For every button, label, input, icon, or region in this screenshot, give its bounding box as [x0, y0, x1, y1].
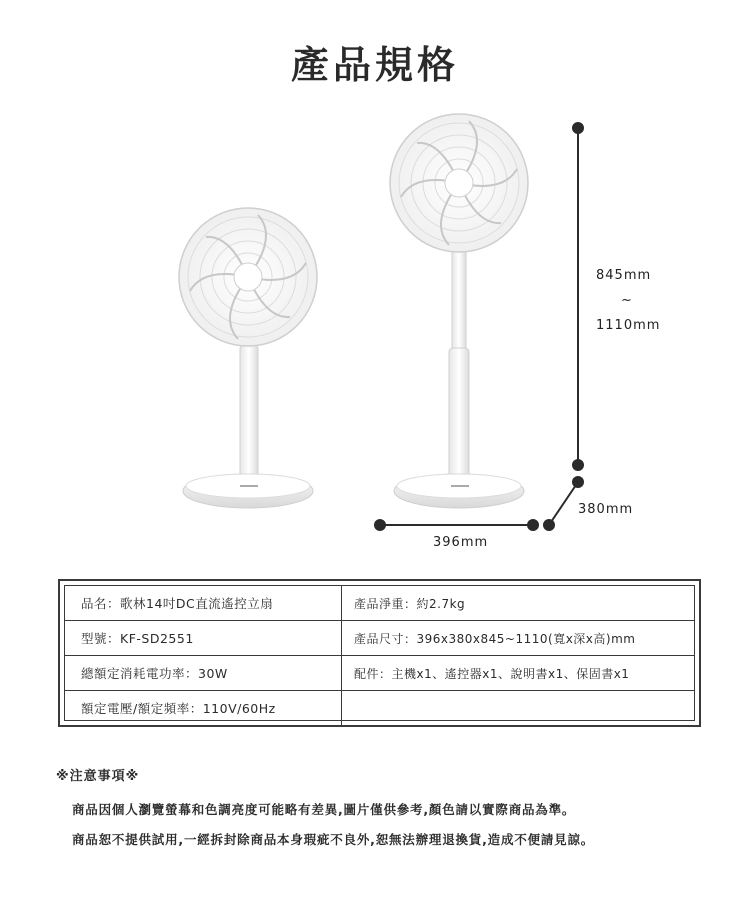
spec-voltage: 額定電壓/額定頻率：110V/60Hz: [65, 691, 342, 726]
spec-table-frame: [58, 579, 701, 727]
height-max-label: 1110mm: [596, 318, 661, 333]
spec-empty-cell: [342, 691, 695, 726]
width-dimension-line: [375, 520, 539, 531]
fan-illustration-tall: [390, 114, 528, 508]
height-separator-label: ~: [621, 293, 633, 308]
spec-dimensions: 產品尺寸：396x380x845~1110(寬x深x高)mm: [342, 621, 695, 656]
spec-power: 總額定消耗電功率：30W: [65, 656, 342, 691]
spec-table: [65, 586, 694, 725]
notes-line-1: 商品因個人瀏覽螢幕和色調亮度可能略有差異,圖片僅供參考,顏色請以實際商品為準。: [72, 802, 576, 817]
notes-section: [56, 765, 736, 860]
width-label: 396mm: [433, 535, 489, 550]
spec-net-weight: 產品淨重：約2.7kg: [342, 586, 695, 621]
spec-product-name: 品名：歌林14吋DC直流遙控立扇: [65, 586, 342, 621]
fan-illustration-short: [179, 208, 317, 508]
table-row: [65, 656, 694, 691]
spec-accessories: 配件：主機x1、遙控器x1、說明書x1、保固書x1: [342, 656, 695, 691]
table-row: [65, 586, 694, 621]
height-dimension-line: [573, 123, 584, 471]
spec-model: 型號：KF-SD2551: [65, 621, 342, 656]
notes-line-2: 商品恕不提供試用,一經拆封除商品本身瑕疵不良外,恕無法辦理退換貨,造成不便請見諒。: [72, 832, 595, 847]
page-title: 產品規格: [290, 43, 459, 87]
table-row: [65, 691, 694, 726]
table-row: [65, 621, 694, 656]
notes-title: ※注意事項※: [56, 769, 140, 784]
depth-label: 380mm: [578, 502, 634, 517]
height-min-label: 845mm: [596, 268, 652, 283]
